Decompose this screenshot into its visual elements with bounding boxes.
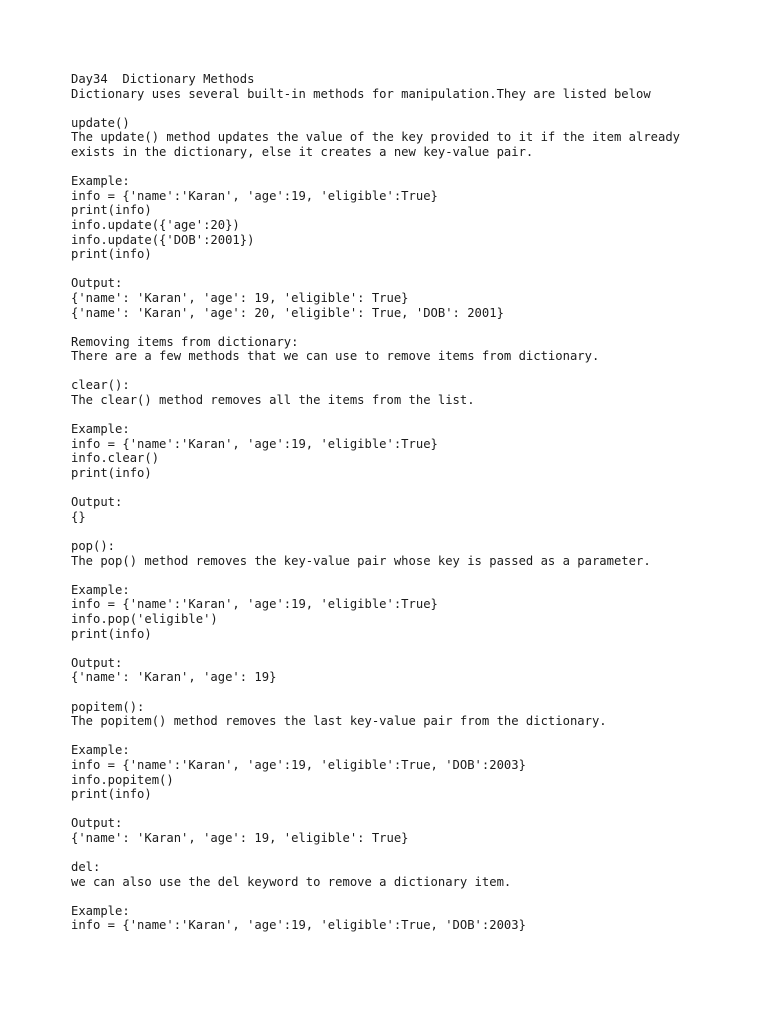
text-line: print(info) xyxy=(71,466,152,481)
text-line: print(info) xyxy=(71,626,152,641)
text-line: info.update({'age':20}) xyxy=(71,217,240,232)
text-line: print(info) xyxy=(71,203,152,218)
blank-line xyxy=(71,101,751,116)
blank-line xyxy=(71,481,751,496)
text-line: Day34 Dictionary Methods xyxy=(71,72,255,86)
text-line: update() xyxy=(71,115,130,130)
text-line: {'name': 'Karan', 'age': 19, 'eligible': True} xyxy=(71,830,409,845)
text-line: {'name': 'Karan', 'age': 20, 'eligible': True, 'DOB': 2001} xyxy=(71,305,504,320)
text-line: info = {'name':'Karan', 'age':19, 'eligible':True} xyxy=(71,436,438,451)
blank-line xyxy=(71,685,751,700)
text-line: Example: xyxy=(71,743,130,758)
text-line: exists in the dictionary, else it creates a new key-value pair. xyxy=(71,144,534,159)
text-line: The clear() method removes all the items from the list. xyxy=(71,393,475,408)
blank-line xyxy=(71,262,751,277)
text-line: info = {'name':'Karan', 'age':19, 'eligible':True, 'DOB':2003} xyxy=(71,918,526,933)
text-line: print(info) xyxy=(71,247,152,262)
text-line: info = {'name':'Karan', 'age':19, 'eligible':True} xyxy=(71,597,438,612)
text-line: {'name': 'Karan', 'age': 19} xyxy=(71,670,277,685)
blank-line xyxy=(71,802,751,817)
text-line: print(info) xyxy=(71,787,152,802)
text-line: Example: xyxy=(71,174,130,189)
text-line: info = {'name':'Karan', 'age':19, 'eligible':True} xyxy=(71,188,438,203)
blank-line xyxy=(71,729,751,744)
text-line: {'name': 'Karan', 'age': 19, 'eligible': True} xyxy=(71,290,409,305)
text-line: Removing items from dictionary: xyxy=(71,334,299,349)
text-line: The update() method updates the value of the key provided to it if the item already xyxy=(71,130,681,145)
text-line: popitem(): xyxy=(71,699,145,714)
text-line: info.update({'DOB':2001}) xyxy=(71,232,255,247)
text-line: pop(): xyxy=(71,539,116,553)
blank-line xyxy=(71,524,751,539)
text-line: {} xyxy=(71,509,86,524)
text-line: Output: xyxy=(71,276,123,291)
text-line: info.pop('eligible') xyxy=(71,611,218,626)
text-line: The popitem() method removes the last key-value pair from the dictionary. xyxy=(71,714,607,729)
text-line: info = {'name':'Karan', 'age':19, 'eligible':True, 'DOB':2003} xyxy=(71,757,526,772)
text-line: Dictionary uses several built-in methods for manipulation.They are listed below xyxy=(71,86,651,101)
text-line: info.clear() xyxy=(71,451,160,466)
blank-line xyxy=(71,641,751,656)
blank-line xyxy=(71,568,751,583)
blank-line xyxy=(71,408,751,423)
blank-line xyxy=(71,889,751,904)
text-line: Example: xyxy=(71,903,130,918)
text-line: del: xyxy=(71,860,101,875)
text-line: There are a few methods that we can use to remove items from dictionary. xyxy=(71,349,600,364)
text-line: we can also use the del keyword to remove a dictionary item. xyxy=(71,874,512,889)
text-line: Output: xyxy=(71,816,123,831)
blank-line xyxy=(71,320,751,335)
blank-line xyxy=(71,845,751,860)
text-line: The pop() method removes the key-value pair whose key is passed as a parameter. xyxy=(71,553,651,568)
text-line: Output: xyxy=(71,495,123,510)
blank-line xyxy=(71,364,751,379)
text-line: Output: xyxy=(71,655,123,670)
text-line: Example: xyxy=(71,582,130,597)
document-page xyxy=(71,72,751,933)
blank-line xyxy=(71,160,751,175)
text-line: clear(): xyxy=(71,378,130,393)
text-line: info.popitem() xyxy=(71,772,174,787)
text-line: Example: xyxy=(71,422,130,437)
